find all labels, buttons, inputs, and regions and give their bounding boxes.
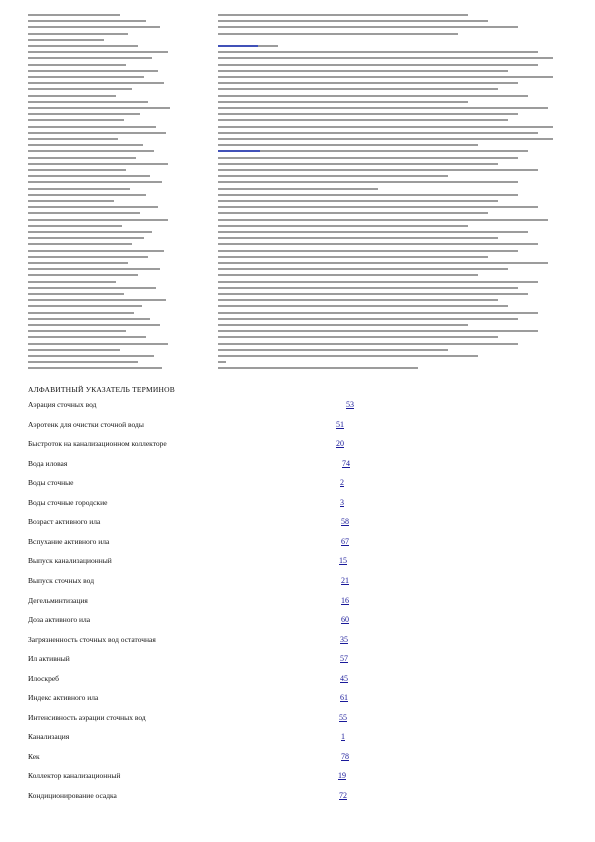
index-row [28,791,358,803]
definition-text-line [218,305,508,307]
definition-text-line [218,330,538,332]
definition-term-line [28,95,116,97]
definition-text-line [218,119,508,121]
definition-term-line [28,194,146,196]
definition-term-line [28,144,143,146]
definition-text-line [218,206,538,208]
definition-term-line [28,206,158,208]
index-row [28,771,358,783]
index-term: Аэрация сточных вод [28,400,97,409]
definition-text-line [218,367,418,369]
definition-text-line [218,51,538,53]
definition-term-line [28,225,122,227]
index-term: Воды сточные городские [28,497,108,507]
definition-term-line [28,163,168,165]
definition-text-line [218,200,498,202]
index-term: Быстроток на канализационном коллекторе [28,439,167,449]
index-row [28,459,358,471]
definition-link[interactable] [218,45,258,47]
index-term: Дегельминтизация [28,595,88,605]
index-term: Вода иловая [28,458,68,468]
definition-text-line [218,281,538,283]
definition-term-line [28,188,130,190]
definition-text-line [218,361,226,363]
definition-text-line [218,355,478,357]
definition-term-line [28,367,162,369]
definition-term-line [28,305,142,307]
index-page-link[interactable]: 2 [340,478,344,488]
definition-text-line [218,181,518,183]
index-page-link[interactable]: 78 [341,751,349,761]
definition-text-line [218,274,478,276]
definition-link[interactable] [218,150,260,152]
definition-text-line [218,194,518,196]
definition-term-line [28,281,116,283]
definition-text-line [218,225,468,227]
index-term: Воды сточные [28,478,74,488]
definition-text-line [218,101,468,103]
definition-text-line [218,76,553,78]
definition-term-line [28,361,138,363]
index-page-link[interactable]: 72 [339,791,347,800]
definition-term-line [28,39,104,41]
index-page-link[interactable]: 61 [340,693,348,703]
index-term: Возраст активного ила [28,517,101,527]
definition-text-line [218,256,488,258]
definition-text-line [218,243,538,245]
index-page-link[interactable]: 60 [341,615,349,625]
index-term: Загрязненность сточных вод остаточная [28,634,156,644]
index-row [28,439,358,451]
definition-text-line [218,132,538,134]
index-page-link[interactable]: 3 [340,497,344,507]
definition-term-line [28,76,144,78]
index-term: Вспухание активного ила [28,536,110,546]
definition-text-line [218,343,518,345]
definition-term-line [28,175,150,177]
definition-text-line [218,237,498,239]
definition-term-line [28,101,148,103]
index-page-link[interactable]: 45 [340,673,348,683]
index-row [28,596,358,608]
definition-term-line [28,274,138,276]
index-page-link[interactable]: 1 [341,732,345,742]
definition-term-line [28,219,168,221]
definition-term-line [28,70,158,72]
definition-text-line [218,88,498,90]
index-row [28,693,358,705]
definition-term-line [28,132,166,134]
definition-term-line [28,318,150,320]
definition-text-line [218,157,518,159]
index-term: Выпуск канализационный [28,556,112,566]
index-row [28,576,358,588]
definition-term-line [28,107,170,109]
definition-text-line [218,175,448,177]
index-page-link[interactable]: 21 [341,575,349,585]
index-term: Доза активного ила [28,615,91,625]
definition-text-line [218,293,528,295]
definition-text-line [218,188,378,190]
definition-term-line [28,243,132,245]
definition-term-line [28,20,146,22]
definition-term-line [28,82,164,84]
index-row [28,615,358,627]
index-term: Кондиционирование осадка [28,791,117,800]
definition-text-line [218,219,548,221]
definition-term-line [28,33,128,35]
definition-term-line [28,51,168,53]
definition-term-line [28,57,152,59]
definition-term-line [28,119,124,121]
definition-term-line [28,26,160,28]
definition-text-line [218,163,498,165]
index-title: АЛФАВИТНЫЙ УКАЗАТЕЛЬ ТЕРМИНОВ [28,385,175,394]
index-page-link[interactable]: 51 [336,419,344,429]
definition-text-line [218,212,488,214]
definition-text-line [218,95,528,97]
definition-text-line [218,26,518,28]
index-row [28,713,358,725]
index-row [28,674,358,686]
definition-term-line [28,150,154,152]
definition-term-line [28,343,168,345]
definition-text-line [218,107,548,109]
definition-text-line [218,262,548,264]
definition-term-line [28,157,136,159]
definition-text-line [218,144,478,146]
definition-term-line [28,237,144,239]
definition-term-line [28,169,126,171]
definition-text-line [218,336,498,338]
index-row [28,732,358,744]
index-term: Канализация [28,732,70,742]
definition-text-line [218,126,553,128]
index-term: Ил активный [28,654,70,664]
index-row [28,517,358,529]
definition-term-line [28,299,166,301]
index-page-link[interactable]: 20 [336,439,344,449]
definition-term-line [28,268,160,270]
definition-term-line [28,181,162,183]
definition-term-line [28,200,114,202]
index-page-link[interactable]: 55 [339,712,347,722]
definition-term-line [28,293,124,295]
definition-text-line [218,169,538,171]
definition-text-line [218,318,518,320]
index-term: Аэротенк для очистки сточной воды [28,419,144,429]
definition-term-line [28,231,152,233]
definition-term-line [28,45,138,47]
definition-term-line [28,355,154,357]
index-page-link[interactable]: 74 [342,458,350,468]
index-page-link[interactable]: 35 [340,634,348,644]
definition-text-line [218,324,468,326]
index-row [28,635,358,647]
definition-text-line [218,64,538,66]
index-row [28,478,358,490]
definition-text-line [218,33,458,35]
definition-term-line [28,64,126,66]
index-term: Кек [28,751,40,761]
index-row [28,556,358,568]
definition-term-line [28,88,132,90]
definition-term-line [28,256,148,258]
definition-text-line [218,150,528,152]
definition-text-line [218,349,448,351]
definition-text-line [218,299,498,301]
index-page-link[interactable]: 67 [341,536,349,546]
index-row [28,752,358,764]
definition-term-line [28,113,140,115]
definition-text-line [218,14,468,16]
index-term: Выпуск сточных вод [28,575,95,585]
definition-text-line [218,82,518,84]
definition-text-line [218,113,518,115]
definition-text-line [218,287,518,289]
index-row [28,420,358,432]
definitions-table [28,14,576,374]
index-row [28,498,358,510]
definition-term-line [28,324,160,326]
index-row [28,537,358,549]
definition-text-line [218,268,508,270]
index-term: Индекс активного ила [28,693,99,703]
definition-text-line [218,138,553,140]
definition-text-line [218,231,528,233]
index-term: Илоскреб [28,673,59,683]
definition-term-line [28,287,156,289]
index-page-link[interactable]: 53 [346,400,354,409]
definition-term-line [28,212,140,214]
index-page-link[interactable]: 16 [341,595,349,605]
definition-term-line [28,250,164,252]
definition-term-line [28,336,146,338]
definition-text-line [218,70,508,72]
definition-term-line [28,126,156,128]
definition-term-line [28,312,134,314]
index-row [28,654,358,666]
index-term: Коллектор канализационный [28,771,121,781]
definition-term-line [28,349,120,351]
index-page-link[interactable]: 15 [339,556,347,566]
definition-text-line [218,20,488,22]
definition-term-line [28,330,126,332]
index-row [28,400,358,412]
index-term: Интенсивность аэрации сточных вод [28,712,146,722]
index-page-link[interactable]: 57 [340,654,348,664]
definition-term-line [28,262,128,264]
index-page-link[interactable]: 19 [338,771,346,781]
definition-text-line [218,250,518,252]
definition-term-line [28,14,120,16]
definition-text-line [218,312,538,314]
definition-term-line [28,138,118,140]
index-page-link[interactable]: 58 [341,517,349,527]
definition-text-line [218,57,553,59]
